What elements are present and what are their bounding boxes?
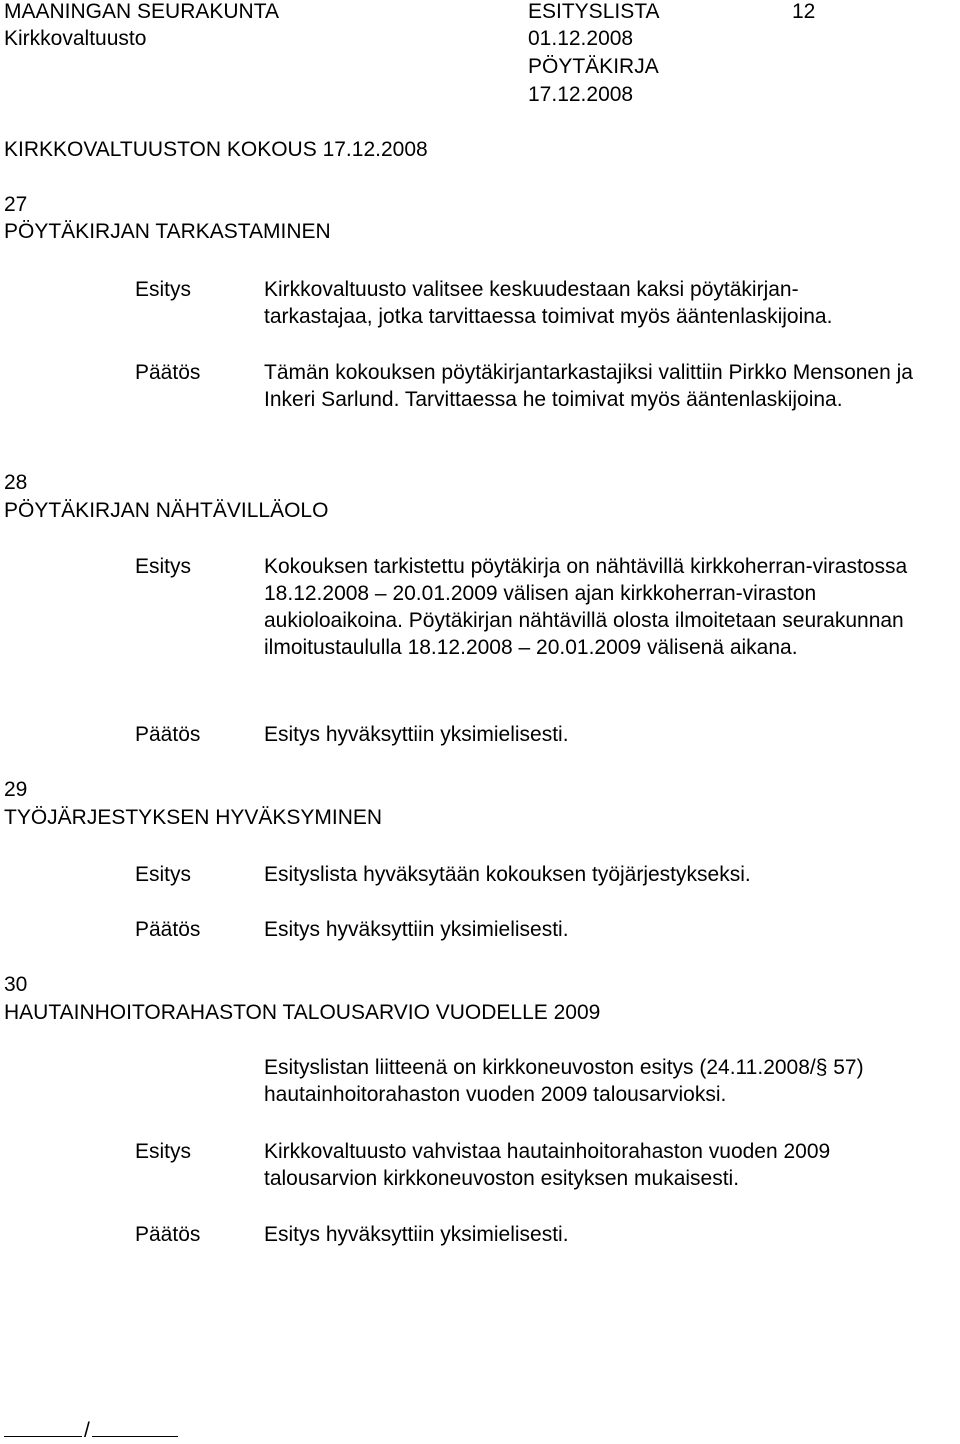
section-title: HAUTAINHOITORAHASTON TALOUSARVIO VUODELLE 2009 [4, 1001, 601, 1024]
esitys-label: Esitys [135, 555, 192, 578]
paatos-text: Esitys hyväksyttiin yksimielisesti. [264, 1223, 569, 1246]
organization-name: MAANINGAN SEURAKUNTA [4, 0, 279, 23]
minutes-date: 17.12.2008 [528, 83, 634, 106]
section-title: PÖYTÄKIRJAN TARKASTAMINEN [4, 220, 331, 243]
paatos-label: Päätös [135, 1223, 201, 1246]
body-name: Kirkkovaltuusto [4, 27, 147, 50]
list-label: ESITYSLISTA [528, 0, 660, 23]
section-number: 29 [4, 778, 28, 801]
esitys-label: Esitys [135, 278, 192, 301]
esitys-label: Esitys [135, 863, 192, 886]
signature-separator: / [84, 1419, 90, 1442]
paatos-label: Päätös [135, 918, 201, 941]
esitys-text: Kirkkovaltuusto valitsee keskuudestaan kaksi pöytäkirjan-tarkastajaa, jotka tarvittaessa toimivat myös ääntenlaskijoina. [264, 278, 833, 328]
intro-text: Esityslistan liitteenä on kirkkoneuvoston esitys (24.11.2008/§ 57) hautainhoitorahaston vuoden 2009 talousarvioksi. [264, 1056, 864, 1106]
paatos-text: Esitys hyväksyttiin yksimielisesti. [264, 918, 569, 941]
page-number: 12 [792, 0, 816, 23]
paatos-label: Päätös [135, 723, 201, 746]
section-number: 30 [4, 973, 28, 996]
section-title: TYÖJÄRJESTYKSEN HYVÄKSYMINEN [4, 806, 383, 829]
signature-lines [4, 1416, 178, 1444]
paatos-text: Esitys hyväksyttiin yksimielisesti. [264, 723, 569, 746]
paatos-label: Päätös [135, 361, 201, 384]
meeting-title: KIRKKOVALTUUSTON KOKOUS 17.12.2008 [4, 138, 428, 161]
esitys-text: Kokouksen tarkistettu pöytäkirja on nähtävillä kirkkoherran-virastossa 18.12.2008 – 20.01.2009 välisen ajan kirkkoherran-viraston aukioloaikoina. Pöytäkirjan nähtävillä olosta ilmoitetaan seurakunnan ilmoitustaululla 18.12.2008 – 20.01.2009 välisenä aikana. [264, 555, 908, 659]
section-number: 27 [4, 193, 28, 216]
section-number: 28 [4, 471, 28, 494]
esitys-text: Kirkkovaltuusto vahvistaa hautainhoitorahaston vuoden 2009 talousarvion kirkkoneuvoston esityksen mukaisesti. [264, 1140, 831, 1190]
list-date: 01.12.2008 [528, 27, 634, 50]
esitys-text: Esityslista hyväksytään kokouksen työjärjestykseksi. [264, 863, 751, 886]
esitys-label: Esitys [135, 1140, 192, 1163]
minutes-label: PÖYTÄKIRJA [528, 55, 659, 78]
signature-blank-2 [92, 1416, 178, 1437]
paatos-text: Tämän kokouksen pöytäkirjantarkastajiksi valittiin Pirkko Mensonen ja Inkeri Sarlund. Tarvittaessa he toimivat myös ääntenlaskijoina. [264, 361, 913, 411]
section-title: PÖYTÄKIRJAN NÄHTÄVILLÄOLO [4, 499, 329, 522]
signature-blank-1 [4, 1416, 82, 1437]
